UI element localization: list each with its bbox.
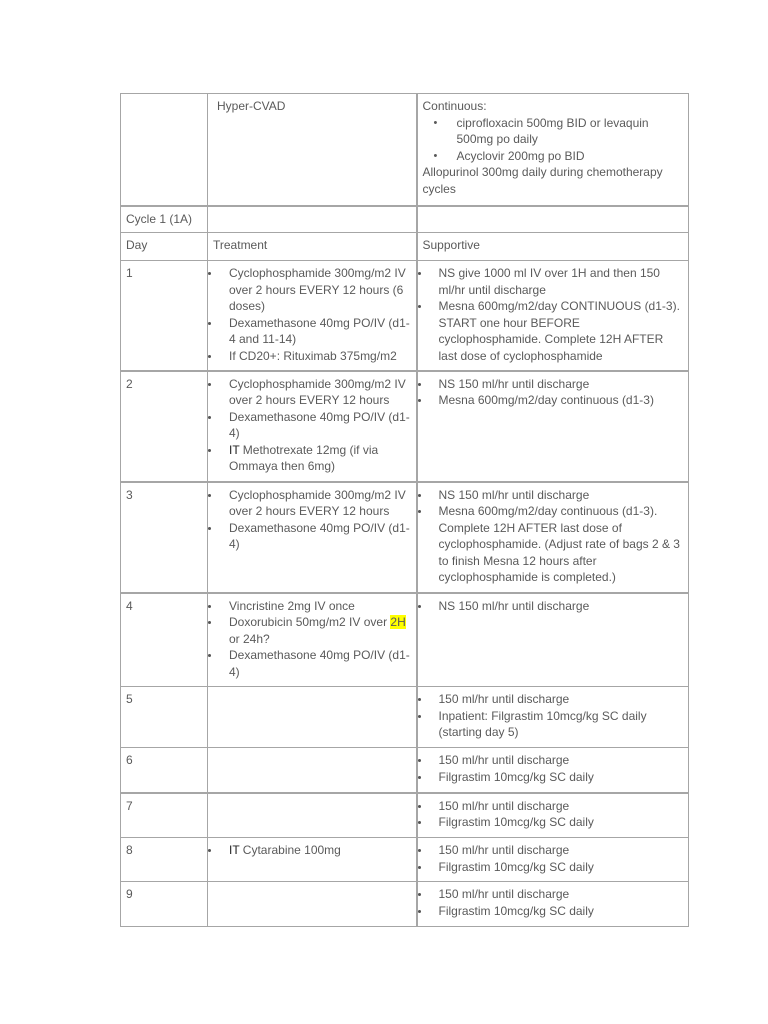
list-item: Inpatient: Filgrastim 10mcg/kg SC daily (starting day 5) bbox=[439, 708, 684, 741]
column-header-day: Day bbox=[121, 233, 208, 261]
column-header-supportive: Supportive bbox=[417, 233, 689, 261]
day-cell: 5 bbox=[121, 687, 208, 748]
it-drug: Methotrexate 12mg (if via Ommaya then 6mg) bbox=[229, 442, 379, 473]
regimen-name: Hyper-CVAD bbox=[208, 94, 417, 206]
table-row bbox=[121, 261, 689, 371]
cycle-row bbox=[121, 206, 689, 233]
table-row bbox=[121, 748, 689, 793]
day-cell: 2 bbox=[121, 371, 208, 482]
list-item: Filgrastim 10mcg/kg SC daily bbox=[439, 769, 684, 786]
supportive-cell bbox=[417, 687, 689, 748]
supportive-cell bbox=[417, 882, 689, 927]
day-cell: 7 bbox=[121, 793, 208, 838]
list-item: Cyclophosphamide 300mg/m2 IV over 2 hours EVERY 12 hours bbox=[229, 376, 411, 409]
it-prefix: IT bbox=[229, 442, 240, 457]
list-item: Filgrastim 10mcg/kg SC daily bbox=[439, 903, 684, 920]
treatment-cell bbox=[208, 593, 417, 687]
day-cell: 9 bbox=[121, 882, 208, 927]
cycle-label: Cycle 1 (1A) bbox=[121, 206, 208, 233]
supportive-cell bbox=[417, 793, 689, 838]
day-cell: 4 bbox=[121, 593, 208, 687]
list-item: • Acyclovir 200mg po BID bbox=[457, 148, 684, 165]
list-item: Dexamethasone 40mg PO/IV (d1-4) bbox=[229, 520, 410, 551]
regimen-table bbox=[120, 93, 689, 927]
treatment-cell bbox=[208, 748, 417, 793]
treatment-cell bbox=[208, 482, 417, 593]
day-cell: 3 bbox=[121, 482, 208, 593]
table-row bbox=[121, 687, 689, 748]
list-item bbox=[229, 842, 411, 859]
day-cell: 1 bbox=[121, 261, 208, 371]
table-row bbox=[121, 838, 689, 882]
list-item: Filgrastim 10mcg/kg SC daily bbox=[439, 859, 684, 876]
it-prefix: IT bbox=[229, 843, 240, 857]
list-item: NS 150 ml/hr until discharge bbox=[439, 487, 684, 504]
list-item: NS 150 ml/hr until discharge bbox=[439, 376, 684, 393]
list-item: Vincristine 2mg IV once bbox=[229, 598, 411, 615]
allopurinol-note: Allopurinol 300mg daily during chemotherapy cycles bbox=[422, 165, 663, 196]
continuous-list bbox=[423, 115, 684, 165]
list-item: Mesna 600mg/m2/day continuous (d1-3) bbox=[439, 392, 684, 409]
list-item: Cyclophosphamide 300mg/m2 IV over 2 hours EVERY 12 hours bbox=[229, 487, 411, 520]
list-item: Dexamethasone 40mg PO/IV (d1-4 and 11-14) bbox=[229, 315, 410, 346]
blank-cell bbox=[121, 94, 208, 206]
list-item: 150 ml/hr until discharge bbox=[439, 798, 684, 815]
supportive-cell bbox=[417, 838, 689, 882]
column-header-treatment: Treatment bbox=[208, 233, 417, 261]
table-row bbox=[121, 882, 689, 927]
header-row bbox=[121, 94, 689, 206]
supportive-cell bbox=[417, 371, 689, 482]
treatment-cell bbox=[208, 838, 417, 882]
list-item: Dexamethasone 40mg PO/IV (d1-4) bbox=[229, 409, 410, 440]
treatment-cell bbox=[208, 261, 417, 371]
list-item: 150 ml/hr until discharge bbox=[439, 691, 684, 708]
highlighted-duration: 2H bbox=[390, 615, 406, 629]
supportive-cell bbox=[417, 593, 689, 687]
treatment-cell bbox=[208, 793, 417, 838]
list-item: Filgrastim 10mcg/kg SC daily bbox=[439, 814, 684, 831]
day-cell: 6 bbox=[121, 748, 208, 793]
column-header-row bbox=[121, 233, 689, 261]
supportive-cell bbox=[417, 261, 689, 371]
list-item: NS give 1000 ml IV over 1H and then 150 ml/hr until discharge bbox=[439, 265, 684, 298]
treatment-cell bbox=[208, 687, 417, 748]
list-item: If CD20+: Rituximab 375mg/m2 bbox=[229, 348, 411, 365]
treatment-cell bbox=[208, 882, 417, 927]
table-row bbox=[121, 793, 689, 838]
table-row bbox=[121, 482, 689, 593]
treatment-cell bbox=[208, 371, 417, 482]
list-item bbox=[229, 614, 411, 647]
supportive-cell bbox=[417, 482, 689, 593]
blank-cell bbox=[417, 206, 689, 233]
list-item: • ciprofloxacin 500mg BID or levaquin 500mg po daily bbox=[457, 115, 684, 148]
list-item bbox=[229, 442, 411, 475]
doxorubicin-text: Doxorubicin 50mg/m2 IV over bbox=[229, 615, 388, 629]
list-item: Mesna 600mg/m2/day CONTINUOUS (d1-3). START one hour BEFORE cyclophosphamide. Complete 12H AFTER last dose of cyclophosphamide bbox=[439, 298, 684, 364]
table-row bbox=[121, 593, 689, 687]
list-item: NS 150 ml/hr until discharge bbox=[439, 598, 684, 615]
it-drug: Cytarabine 100mg bbox=[242, 843, 341, 857]
table-row bbox=[121, 371, 689, 482]
supportive-cell bbox=[417, 748, 689, 793]
list-item: 150 ml/hr until discharge bbox=[439, 752, 684, 769]
day-cell: 8 bbox=[121, 838, 208, 882]
list-item: 150 ml/hr until discharge bbox=[439, 842, 684, 859]
list-item: 150 ml/hr until discharge bbox=[439, 886, 684, 903]
continuous-label: Continuous: bbox=[422, 99, 487, 113]
list-item: Dexamethasone 40mg PO/IV (d1-4) bbox=[229, 648, 410, 679]
list-item: Mesna 600mg/m2/day continuous (d1-3). Complete 12H AFTER last dose of cyclophosphamide. (Adjust rate of bags 2 & 3 to finish Mesna 12 hours after cyclophosphamide is completed.) bbox=[439, 503, 684, 586]
blank-cell bbox=[208, 206, 417, 233]
doxorubicin-text-end: or 24h? bbox=[229, 631, 270, 646]
continuous-meds-cell bbox=[417, 94, 689, 206]
list-item: Cyclophosphamide 300mg/m2 IV over 2 hours EVERY 12 hours (6 doses) bbox=[229, 265, 411, 315]
